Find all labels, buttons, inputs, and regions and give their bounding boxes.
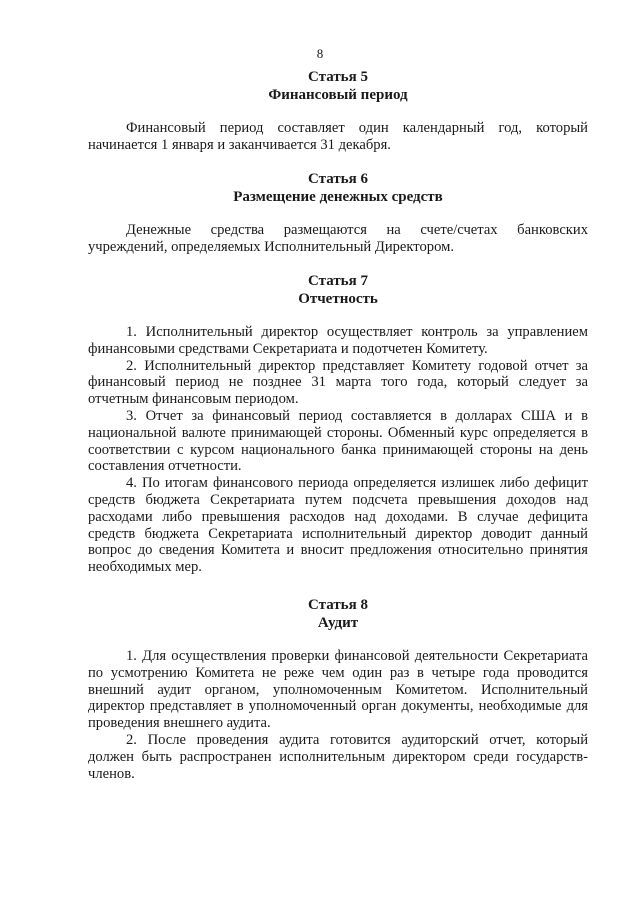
article-number: Статья 5 [308, 69, 368, 85]
article-7 [88, 272, 588, 576]
article-paragraph: 2. Исполнительный директор представляет Комитету годовой отчет за финансовый период не позднее 31 марта того года, который следует за отчетным финансовым периодом. [88, 357, 588, 408]
article-8 [88, 596, 588, 782]
article-title: Отчетность [298, 291, 378, 307]
article-number: Статья 7 [308, 273, 368, 289]
article-number: Статья 6 [308, 171, 368, 187]
page-number: 8 [316, 46, 324, 61]
article-paragraph: Денежные средства размещаются на счете/счетах банковских учреждений, определяемых Исполнительный Директором. [88, 222, 588, 255]
article-paragraph: 3. Отчет за финансовый период составляется в долларах США и в национальной валюте принимающей стороны. Обменный курс определяется в соответствии с курсом национального банка принимающей стороны на день составления отчетности. [88, 407, 588, 475]
article-title: Финансовый период [268, 87, 408, 103]
article-title: Размещение денежных средств [233, 189, 443, 205]
article-paragraph: 1. Исполнительный директор осуществляет контроль за управлением финансовыми средствами Секретариата и подотчетен Комитету. [88, 324, 588, 357]
article-paragraph: Финансовый период составляет один календарный год, который начинается 1 января и заканчивается 31 декабря. [88, 120, 588, 153]
article-title: Аудит [317, 615, 359, 631]
article-6 [88, 170, 588, 256]
article-number: Статья 8 [308, 597, 368, 613]
article-paragraph: 2. После проведения аудита готовится аудиторский отчет, который должен быть распространен исполнительным директором среди государств-членов. [88, 731, 588, 782]
article-paragraph: 4. По итогам финансового периода определяется излишек либо дефицит средств бюджета Секретариата путем подсчета превышения доходов над расходами либо превышения расходов над доходами. В случае дефицита средств бюджета Секретариата исполнительный директор доводит данный вопрос до сведения Комитета и вносит предложения относительно принятия необходимых мер. [88, 475, 588, 576]
article-5 [88, 68, 588, 154]
article-paragraph: 1. Для осуществления проверки финансовой деятельности Секретариата по усмотрению Комитета не реже чем один раз в четыре года проводится внешний аудит органом, уполномоченным Комитетом. Исполнительный директор представляет в уполномоченный орган документы, необходимые для проведения внешнего аудита. [88, 648, 588, 732]
